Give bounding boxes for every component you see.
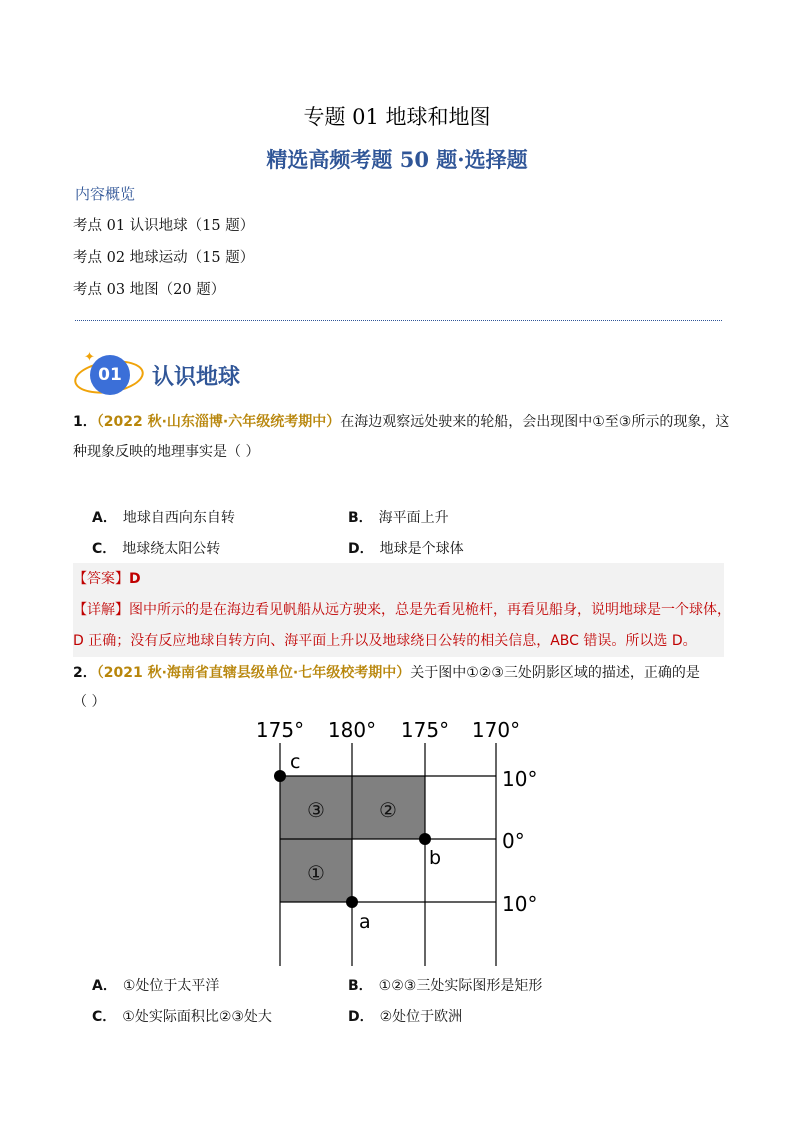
dotted-divider xyxy=(75,320,722,321)
option-text: 地球自西向东自转 xyxy=(122,510,235,526)
option-d[interactable] xyxy=(348,1006,462,1026)
question-source: （2021 秋·海南省直辖县级单位·七年级校考期中） xyxy=(96,665,411,681)
option-c[interactable] xyxy=(92,538,220,558)
lat-lon-grid-figure xyxy=(250,713,550,971)
option-letter: A． xyxy=(92,510,117,526)
lat-label: 0° xyxy=(502,829,525,853)
option-text: ①处位于太平洋 xyxy=(122,978,220,994)
overview-heading: 内容概览 xyxy=(75,185,136,203)
question-text-cont: 种现象反映的地理事实是（ ） xyxy=(73,444,260,460)
question-text: 在海边观察远处驶来的轮船，会出现图中①至③所示的现象，这 xyxy=(340,414,730,430)
question-2-stem xyxy=(73,663,700,683)
option-a[interactable] xyxy=(92,507,235,527)
option-b[interactable] xyxy=(348,975,542,995)
option-letter: D． xyxy=(348,541,374,557)
region-label: ② xyxy=(379,798,397,822)
section-title: 认识地球 xyxy=(152,365,241,390)
option-text: 地球是个球体 xyxy=(379,541,464,557)
option-d[interactable] xyxy=(348,538,464,558)
lon-label: 170° xyxy=(471,718,521,742)
question-text: 关于图中①②③三处阴影区域的描述，正确的是 xyxy=(410,665,700,681)
lon-label: 175° xyxy=(400,718,450,742)
point-c xyxy=(274,770,286,782)
page-subtitle: 精选高频考题 50 题·选择题 xyxy=(266,147,528,172)
section-number: 01 xyxy=(90,355,130,395)
question-1-stem xyxy=(73,412,729,432)
lon-label: 175° xyxy=(255,718,305,742)
option-letter: D． xyxy=(348,1009,374,1025)
point-label: b xyxy=(429,847,442,869)
question-text-cont: （ ） xyxy=(73,694,106,710)
point-label: c xyxy=(290,751,301,773)
toc-item: 考点 03 地图（20 题） xyxy=(73,282,226,298)
region-label: ③ xyxy=(307,798,325,822)
detail-line xyxy=(73,600,731,620)
sparkle-icon: ✦ xyxy=(84,350,95,365)
point-a xyxy=(346,896,358,908)
option-letter: A． xyxy=(92,978,117,994)
lon-label: 180° xyxy=(327,718,377,742)
option-text: 地球绕太阳公转 xyxy=(122,541,221,557)
question-number: 1． xyxy=(73,414,97,430)
answer-value: D xyxy=(129,571,141,587)
toc-item: 考点 02 地球运动（15 题） xyxy=(73,250,255,266)
question-source: （2022 秋·山东淄博·六年级统考期中） xyxy=(96,414,341,430)
option-text: ①②③三处实际图形是矩形 xyxy=(378,978,543,994)
question-number: 2． xyxy=(73,665,97,681)
point-b xyxy=(419,833,431,845)
option-text: ①处实际面积比②③处大 xyxy=(122,1009,272,1025)
option-text: ②处位于欧洲 xyxy=(379,1009,463,1025)
answer-line xyxy=(73,569,141,589)
detail-text: 图中所示的是在海边看见帆船从远方驶来，总是先看见桅杆，再看见船身，说明地球是一个球体， xyxy=(129,602,731,618)
option-c[interactable] xyxy=(92,1006,272,1026)
page-title: 专题 01 地球和地图 xyxy=(303,105,491,129)
lat-label: 10° xyxy=(502,892,538,916)
option-letter: B． xyxy=(348,978,373,994)
option-a[interactable] xyxy=(92,975,219,995)
detail-label: 【详解】 xyxy=(73,602,129,618)
point-label: a xyxy=(359,911,371,933)
option-letter: C． xyxy=(92,541,117,557)
lat-label: 10° xyxy=(502,767,538,791)
option-letter: C． xyxy=(92,1009,117,1025)
detail-text-cont: D 正确；没有反应地球自转方向、海平面上升以及地球绕日公转的相关信息，ABC 错误。所以选 D。 xyxy=(73,633,697,649)
option-letter: B． xyxy=(348,510,373,526)
toc-item: 考点 01 认识地球（15 题） xyxy=(73,218,255,234)
section-badge xyxy=(74,352,254,400)
option-text: 海平面上升 xyxy=(378,510,449,526)
region-label: ① xyxy=(307,861,325,885)
option-b[interactable] xyxy=(348,507,449,527)
answer-label: 【答案】 xyxy=(73,571,129,587)
